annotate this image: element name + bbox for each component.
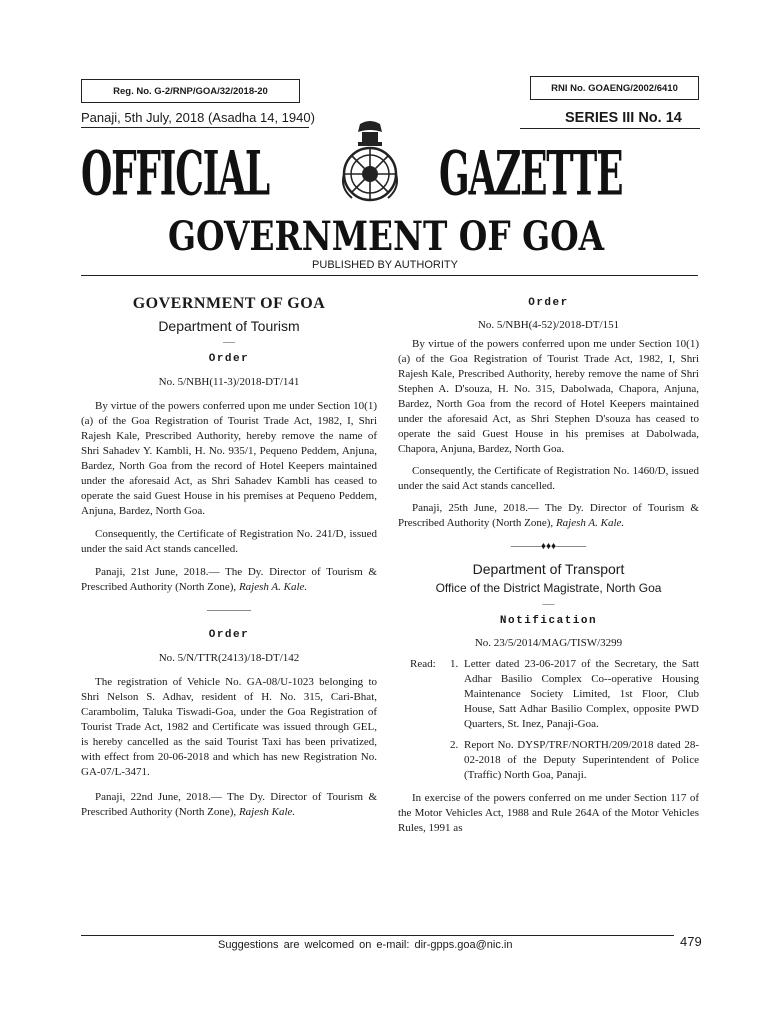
registration-number-box <box>81 79 300 103</box>
rni-number-box <box>530 76 699 100</box>
issue-date: Panaji, 5th July, 2018 (Asadha 14, 1940) <box>81 110 315 125</box>
government-heading: GOVERNMENT OF GOA <box>132 295 326 312</box>
right-column <box>398 296 699 836</box>
series-underline <box>520 128 700 129</box>
footer-suggestion: Suggestions are welcomed on e-mail: dir-gpps.goa@nic.in <box>218 939 513 951</box>
order-separator: ———— <box>207 604 251 616</box>
order-body: The registration of Vehicle No. GA-08/U-1023 belonging to Shri Nelson S. Adhav, resident of H. No. 315, Cari-Bhat, Carambolim, Taluka Tiswadi-Goa, under the Goa Registration of Tourist Trade Act, 1982 and Certificate was issued through GEL, is hereby cancelled as the said Tourist Taxi has been privatized, with effect from 20-06-2018 and which has new Registration No. GA-07/L-3471. <box>81 676 377 778</box>
read-label: Read: <box>410 658 436 670</box>
header-rule <box>81 275 698 276</box>
read-item-number: 2. <box>450 739 459 751</box>
section-dash: ___ <box>542 597 555 606</box>
read-item <box>398 657 699 732</box>
order-consequently: Consequently, the Certificate of Registration No. 241/D, issued under the said Act stands cancelled. <box>81 528 377 555</box>
footer-rule <box>81 935 674 936</box>
read-item-number: 1. <box>450 658 459 670</box>
rni-number: RNI No. GOAENG/2002/6410 <box>551 82 678 94</box>
signatory-name: Rajesh A. Kale. <box>238 581 308 593</box>
order-title: Order <box>208 629 250 641</box>
read-item-text: Letter dated 23-06-2017 of the Secretary, the Satt Adhar Basilio Complex Co--operative Housing Maintenance Society Limited, 1st Floor, Club House, Satt Adhar Basilio Complex, opposite PWD Quarters, St. Inez, Panaji-Goa. <box>464 658 699 730</box>
order-signature: Panaji, 22nd June, 2018.— The Dy. Director of Tourism & Prescribed Authority (North Zone), Rajesh Kale. <box>81 791 377 818</box>
order-number: No. 5/NBH(4-52)/2018-DT/151 <box>477 319 620 331</box>
order-body: By virtue of the powers conferred upon me under Section 10(1)(a) of the Goa Registration of Tourist Trade Act, 1982, I, Shri Rajesh Kale, Prescribed Authority, hereby remove the name of Shri Sahadev Y. Kambli, H. No. 935/1, Pequeno Peddem, Anjuna, Bardez, North Goa from the record of Hotel Keepers maintained under the aforesaid Act, as Shri Sahadev Kambli has ceased to operate the said Guest House in his premises at Pequeno Peddem, Anjuna, Bardez, North Goa. <box>81 400 377 517</box>
order-consequently: Consequently, the Certificate of Registration No. 1460/D, issued under the said Act stands cancelled. <box>398 465 699 492</box>
department-tourism-heading: Department of Tourism <box>158 318 300 334</box>
order-signature: Panaji, 25th June, 2018.— The Dy. Director of Tourism & Prescribed Authority (North Zone), Rajesh A. Kale. <box>398 502 699 529</box>
section-dash: ___ <box>223 335 235 344</box>
registration-number: Reg. No. G-2/RNP/GOA/32/2018-20 <box>113 85 268 97</box>
order-title: Order <box>208 353 250 365</box>
left-column <box>81 296 377 820</box>
notification-number: No. 23/5/2014/MAG/TISW/3299 <box>474 637 623 649</box>
order-number: No. 5/NBH(11-3)/2018-DT/141 <box>158 376 300 388</box>
read-item <box>398 738 699 783</box>
series-number: SERIES III No. 14 <box>565 110 682 126</box>
date-underline <box>81 127 309 128</box>
published-by-authority: PUBLISHED BY AUTHORITY <box>312 259 458 271</box>
order-title: Order <box>528 297 569 309</box>
notification-body: In exercise of the powers conferred on me under Section 117 of the Motor Vehicles Act, 1988 and Rule 264A of the Motor Vehicles Rules, 1991 as <box>398 792 699 834</box>
signatory-name: Rajesh A. Kale. <box>555 517 625 529</box>
masthead-government-of-goa: GOVERNMENT OF GOA <box>168 213 605 260</box>
order-number: No. 5/N/TTR(2413)/18-DT/142 <box>158 652 300 664</box>
state-emblem-icon <box>330 118 410 204</box>
order-body: By virtue of the powers conferred upon me under Section 10(1)(a) of the Goa Registration of Tourist Trade Act, 1982, I, Shri Rajesh Kale, Prescribed Authority, hereby remove the name of Shri Stephen A. D'souza, H. No. 315, Dabolwada, Chapora, Anjuna, Bardez, North Goa from the record of Hotel Keepers maintained under the aforesaid Act, as Shri Stephen D'souza has ceased to operate the said Guest House in his premises at Dabolwada, Chapora, Anjuna, Bardez, North Goa. <box>398 338 699 455</box>
office-heading: Office of the District Magistrate, North Goa <box>435 581 662 595</box>
ornament-separator: ———♦♦♦——— <box>510 541 587 552</box>
department-transport-heading: Department of Transport <box>472 561 625 577</box>
masthead-official: OFFICIAL <box>81 137 269 210</box>
read-item-text: Report No. DYSP/TRF/NORTH/209/2018 dated 28-02-2018 of the Deputy Superintendent of Police (Traffic) North Goa, Panaji. <box>464 739 699 781</box>
signatory-name: Rajesh Kale. <box>238 806 296 818</box>
masthead-gazette: GAZETTE <box>439 137 623 210</box>
order-signature: Panaji, 21st June, 2018.— The Dy. Director of Tourism & Prescribed Authority (North Zone), Rajesh A. Kale. <box>81 566 377 593</box>
page-number: 479 <box>680 934 702 949</box>
notification-title: Notification <box>499 615 598 627</box>
